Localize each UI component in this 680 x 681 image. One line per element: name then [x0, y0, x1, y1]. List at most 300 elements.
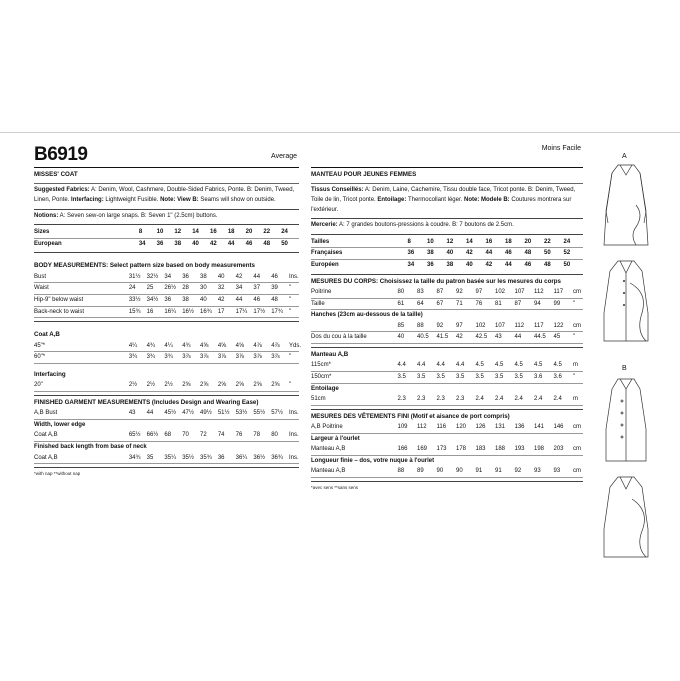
- table-cell: 71: [456, 300, 463, 307]
- table-cell: 3.6: [553, 373, 562, 380]
- table-cell: 22: [263, 229, 271, 236]
- row-label: 60"*: [34, 354, 46, 361]
- table-cell: 35½: [182, 454, 194, 461]
- row-label: Sizes: [34, 229, 50, 236]
- row-cells: [129, 352, 299, 363]
- row-cells: [398, 444, 584, 455]
- table-cell: 97: [475, 288, 483, 295]
- table-row: [311, 260, 583, 271]
- table-cell: 92: [514, 468, 522, 475]
- table-cell: 2⅝: [271, 382, 280, 389]
- notions-text: A: Seven sew-on large snaps. B: Seven 1" (2.5cm) buttons.: [59, 212, 218, 219]
- table-cell: 31½: [128, 273, 141, 280]
- row-label: Taille: [311, 300, 325, 307]
- table-cell: 18: [505, 238, 512, 245]
- unit-cell: ": [289, 296, 292, 303]
- table-cell: 2.4: [495, 395, 504, 402]
- table-cell: 17½: [253, 308, 266, 315]
- table-cell: 2.3: [417, 395, 426, 402]
- row-cells: [129, 283, 299, 294]
- table-cell: 45½: [164, 410, 177, 417]
- table-cell: 52: [563, 250, 571, 257]
- table-cell: 72: [200, 432, 207, 439]
- table-cell: 50: [281, 240, 288, 247]
- row-label: Hanches (23cm au-dessous de la taille): [311, 312, 423, 319]
- unit-cell: Ins.: [289, 454, 299, 461]
- row-cells: [129, 272, 299, 283]
- table-row: [311, 444, 583, 456]
- row-group-label: Manteau A,B: [311, 350, 349, 358]
- table-cell: 39: [271, 285, 278, 292]
- unit-cell: Ins.: [289, 410, 299, 417]
- unit-cell: Ins.: [289, 432, 299, 439]
- table-cell: 36: [217, 454, 225, 461]
- table-cell: 8: [138, 229, 143, 236]
- table-cell: 40: [192, 240, 199, 247]
- table-cell: 33½: [128, 296, 141, 303]
- table-cell: 83: [417, 288, 424, 295]
- table-row: [34, 227, 299, 239]
- table-cell: 112: [417, 423, 427, 430]
- table-cell: 97: [456, 322, 463, 329]
- finished-measurements-table: [34, 396, 299, 468]
- table-cell: 36: [164, 296, 172, 303]
- row-cells: [129, 453, 299, 464]
- table-row: [34, 341, 302, 353]
- table-cell: 68: [164, 432, 172, 439]
- table-cell: 44: [227, 240, 235, 247]
- table-cell: 3⅞: [235, 354, 244, 361]
- table-row: [311, 321, 583, 333]
- table-cell: 49½: [200, 410, 212, 417]
- table-cell: 87: [514, 300, 522, 307]
- row-label: Waist: [34, 285, 49, 292]
- table-cell: 38: [200, 273, 207, 280]
- table-cell: 4.5: [495, 362, 504, 369]
- table-cell: 78: [253, 432, 261, 439]
- row-cells: [408, 260, 584, 271]
- row-group-label: Coat A,B: [34, 331, 60, 339]
- table-cell: 2½: [146, 382, 155, 389]
- footnote: *avec sens **sans sens: [311, 484, 359, 490]
- table-row: [34, 420, 299, 431]
- finished-measurements-table: [311, 410, 583, 482]
- table-cell: 4¼: [128, 342, 138, 349]
- row-label: A,B Bust: [34, 410, 58, 417]
- table-cell: 2⅝: [200, 382, 209, 389]
- table-cell: 45: [553, 334, 561, 341]
- table-cell: 120: [456, 423, 467, 430]
- table-cell: 116: [436, 423, 447, 430]
- row-label: 45"*: [34, 342, 46, 349]
- table-cell: 93: [534, 468, 541, 475]
- interfacing-label: Entoilage:: [377, 197, 407, 203]
- table-cell: 4.5: [514, 362, 523, 369]
- row-cells: [398, 299, 584, 310]
- table-cell: 112: [534, 288, 544, 295]
- table-cell: 12: [446, 238, 454, 245]
- table-cell: 16: [146, 308, 154, 315]
- fabrics-label: Tissus Conseillés:: [311, 187, 364, 194]
- coat-sketch-view-b-front: [604, 477, 648, 557]
- table-cell: 46: [245, 240, 253, 247]
- table-cell: 17¼: [235, 308, 248, 315]
- table-cell: 34¾: [128, 454, 141, 461]
- table-cell: 2.4: [553, 395, 562, 402]
- table-cell: 2½: [128, 382, 138, 389]
- table-cell: 34: [138, 240, 146, 247]
- table-row: [311, 237, 583, 249]
- table-cell: 4⅝: [217, 342, 227, 349]
- row-label: European: [34, 240, 62, 247]
- row-label: Poitrine: [311, 288, 332, 295]
- table-row: [311, 434, 583, 445]
- row-cells: [408, 237, 584, 248]
- table-cell: 81: [495, 300, 502, 307]
- table-cell: 2.4: [534, 395, 543, 402]
- table-cell: 36¾: [271, 454, 283, 461]
- notions-text: A: 7 grandes boutons-pressions à coudre. B: 7 boutons de 2.5cm.: [339, 222, 514, 229]
- table-cell: 4.4: [436, 362, 445, 369]
- table-cell: 38: [446, 261, 454, 268]
- table-cell: 2.4: [514, 395, 523, 402]
- unit-cell: cm: [573, 322, 581, 329]
- row-cells: [398, 466, 584, 477]
- table-cell: 16¾: [200, 308, 212, 315]
- table-cell: 12: [174, 229, 182, 236]
- note-text: Seams will show on outside.: [200, 197, 276, 203]
- row-label: 115cm*: [311, 362, 331, 369]
- table-cell: 34½: [146, 296, 159, 303]
- table-cell: 44: [146, 410, 154, 417]
- table-cell: 38: [427, 250, 434, 257]
- table-row: [34, 272, 299, 284]
- table-cell: 43: [495, 334, 502, 341]
- garment-title: MANTEAU POUR JEUNES FEMMES: [311, 171, 417, 178]
- table-cell: 53½: [235, 410, 248, 417]
- row-cells: [139, 239, 299, 250]
- table-row: [34, 239, 299, 250]
- row-cells: [408, 248, 584, 259]
- table-cell: 48: [544, 261, 551, 268]
- table-cell: 38: [174, 240, 182, 247]
- sizes-table: [311, 235, 583, 275]
- table-cell: 42: [466, 250, 473, 257]
- unit-cell: ": [573, 373, 576, 380]
- table-cell: 35¼: [164, 454, 177, 461]
- table-cell: 40: [466, 261, 473, 268]
- table-cell: 50: [544, 250, 551, 257]
- section-heading: BODY MEASUREMENTS: Select pattern size based on body measurements: [34, 262, 255, 270]
- table-cell: 18: [227, 229, 235, 236]
- row-label: Bust: [34, 273, 47, 280]
- section-heading: MESURES DES VÊTEMENTS FINI (Motif et aisance de port compris): [311, 412, 510, 420]
- table-cell: 2½: [164, 382, 173, 389]
- table-cell: 44: [505, 261, 512, 268]
- table-cell: 107: [495, 322, 506, 329]
- table-cell: 16½: [182, 308, 194, 315]
- section-heading: MESURES DU CORPS: Choisissez la taille du patron basée sur les mesures du corps: [311, 277, 561, 285]
- table-cell: 42: [235, 273, 243, 280]
- table-cell: 198: [534, 446, 545, 453]
- table-row: [34, 408, 299, 420]
- table-cell: 24: [563, 238, 571, 245]
- unit-cell: ": [289, 285, 292, 292]
- table-cell: 4.5: [475, 362, 484, 369]
- table-cell: 90: [456, 468, 463, 475]
- table-cell: 3⅞: [217, 354, 227, 361]
- table-row: [34, 352, 299, 364]
- table-cell: 89: [417, 468, 424, 475]
- table-cell: 102: [495, 288, 506, 295]
- unit-cell: cm: [573, 288, 581, 295]
- table-cell: 173: [436, 446, 447, 453]
- unit-cell: cm: [573, 446, 581, 453]
- table-cell: 2⅝: [235, 382, 244, 389]
- table-cell: 4¾: [146, 342, 155, 349]
- row-label: Back-neck to waist: [34, 308, 85, 315]
- table-cell: 2⅝: [182, 382, 191, 389]
- table-cell: 16: [485, 238, 493, 245]
- table-cell: 34: [407, 261, 415, 268]
- table-cell: 36: [156, 240, 164, 247]
- note-text: Coutures montrera sur l'extérieur.: [311, 197, 572, 213]
- unit-cell: cm: [573, 423, 581, 430]
- table-cell: 91: [495, 468, 502, 475]
- table-cell: 91: [475, 468, 483, 475]
- row-label: Coat A,B: [34, 432, 58, 439]
- table-cell: 14: [466, 238, 473, 245]
- table-cell: 42.5: [475, 334, 488, 341]
- row-cells: [129, 307, 299, 318]
- table-cell: 76: [475, 300, 483, 307]
- table-cell: 92: [456, 288, 463, 295]
- pattern-code: B6919: [34, 144, 88, 165]
- table-cell: 3.6: [534, 373, 543, 380]
- table-cell: 126: [475, 423, 486, 430]
- table-cell: 2.4: [475, 395, 484, 402]
- row-label: Françaises: [311, 250, 343, 257]
- note-label: Note: View B:: [160, 197, 199, 203]
- row-label: Largeur à l'ourlet: [311, 435, 360, 442]
- table-cell: 188: [495, 446, 506, 453]
- row-label: Finished back length from base of neck: [34, 443, 147, 450]
- table-cell: 28: [182, 285, 189, 292]
- row-cells: [398, 372, 584, 383]
- table-row: [34, 430, 299, 442]
- row-label: Longueur finie – dos, votre nuque à l'ourlet: [311, 457, 435, 464]
- row-label: Coat A,B: [34, 454, 58, 461]
- table-cell: 3.5: [495, 373, 504, 380]
- table-cell: 43: [128, 410, 136, 417]
- table-cell: 3.5: [514, 373, 523, 380]
- row-label: Dos du cou à la taille: [311, 334, 367, 341]
- table-row: [311, 310, 583, 321]
- table-cell: 40: [397, 334, 405, 341]
- table-cell: 24: [281, 229, 288, 236]
- table-cell: 88: [397, 468, 405, 475]
- fabrics-paragraph: [34, 184, 299, 209]
- table-cell: 42: [217, 296, 225, 303]
- table-cell: 3¾: [164, 354, 173, 361]
- unit-cell: Yds.: [289, 342, 302, 349]
- unit-cell: ": [573, 300, 576, 307]
- table-row: [34, 307, 299, 319]
- garment-illustrations: [596, 153, 656, 563]
- interfacing-text: Thermocollant léger.: [407, 197, 463, 203]
- french-column: [311, 145, 583, 490]
- row-cells: [398, 287, 584, 298]
- row-label: Manteau A,B: [311, 446, 346, 453]
- table-cell: 20: [524, 238, 532, 245]
- table-cell: 4.4: [417, 362, 426, 369]
- table-cell: 36: [182, 273, 189, 280]
- table-cell: 166: [397, 446, 408, 453]
- table-cell: 183: [475, 446, 486, 453]
- table-cell: 93: [553, 468, 561, 475]
- view-b-label: B: [622, 365, 627, 372]
- table-cell: 17: [217, 308, 225, 315]
- row-cells: [139, 227, 299, 238]
- table-cell: 40: [200, 296, 207, 303]
- row-label: 150cm*: [311, 373, 332, 380]
- row-label: Width, lower edge: [34, 421, 86, 428]
- table-cell: 51½: [217, 410, 230, 417]
- row-cells: [398, 360, 584, 371]
- table-cell: 42: [456, 334, 463, 341]
- table-cell: 67: [436, 300, 444, 307]
- table-cell: 80: [397, 288, 405, 295]
- table-cell: 80: [271, 432, 278, 439]
- row-cells: [398, 332, 584, 343]
- table-cell: 2.3: [456, 395, 465, 402]
- table-cell: 107: [514, 288, 525, 295]
- table-cell: 141: [534, 423, 545, 430]
- table-cell: 131: [495, 423, 506, 430]
- row-cells: [129, 408, 299, 419]
- difficulty-level: Average: [271, 153, 297, 160]
- table-cell: 3¾: [128, 354, 138, 361]
- coat-sketch-view-b-back: [606, 379, 646, 461]
- table-cell: 17¾: [271, 308, 283, 315]
- row-cells: [398, 422, 584, 433]
- interfacing-text: Lightweight Fusible.: [105, 197, 159, 203]
- table-row: [34, 442, 299, 453]
- table-cell: 34: [164, 273, 172, 280]
- unit-cell: cm: [573, 468, 581, 475]
- table-row: [34, 283, 299, 295]
- english-header: [34, 145, 299, 168]
- table-cell: 16: [210, 229, 217, 236]
- row-cells: [398, 394, 584, 405]
- table-cell: 2⅝: [253, 382, 262, 389]
- table-cell: 46: [505, 250, 512, 257]
- table-cell: 46: [253, 296, 261, 303]
- unit-cell: ": [573, 334, 576, 341]
- row-cells: [398, 321, 584, 332]
- row-label: 51cm: [311, 395, 326, 402]
- table-row: [311, 248, 583, 260]
- table-cell: 102: [475, 322, 486, 329]
- table-cell: 193: [514, 446, 525, 453]
- fabrics-text: A: Denim, Wool, Cashmere, Double-Sided Fabrics, Ponte. B: Denim, Tweed, Linen, Ponte.: [34, 187, 295, 203]
- english-column: [34, 144, 302, 477]
- table-cell: 44: [235, 296, 243, 303]
- table-cell: 36: [427, 261, 434, 268]
- table-cell: 46: [271, 273, 278, 280]
- table-cell: 4⅞: [253, 342, 262, 349]
- table-cell: 10: [427, 238, 434, 245]
- table-row: [311, 299, 583, 311]
- table-cell: 3.5: [417, 373, 426, 380]
- unit-cell: ": [289, 354, 292, 361]
- table-cell: 74: [217, 432, 225, 439]
- table-cell: 94: [534, 300, 541, 307]
- table-cell: 44: [253, 273, 261, 280]
- table-cell: 112: [514, 322, 525, 329]
- table-cell: 34: [235, 285, 243, 292]
- table-cell: 40: [217, 273, 225, 280]
- table-cell: 87: [436, 288, 444, 295]
- table-cell: 64: [417, 300, 424, 307]
- row-group-label: Entoilage: [311, 384, 339, 392]
- row-label: A,B Poitrine: [311, 423, 343, 430]
- table-cell: 32: [217, 285, 225, 292]
- row-label: 20": [34, 382, 43, 389]
- table-cell: 3⅞: [253, 354, 262, 361]
- table-cell: 20: [245, 229, 253, 236]
- table-row: [311, 332, 583, 344]
- table-cell: 117: [553, 288, 564, 295]
- table-cell: 57½: [271, 410, 283, 417]
- table-cell: 4.4: [397, 362, 406, 369]
- table-cell: 37: [253, 285, 261, 292]
- body-measurements-table: [311, 275, 583, 348]
- table-cell: 4⅞: [271, 342, 280, 349]
- table-cell: 14: [192, 229, 199, 236]
- yardage-table: [34, 328, 302, 396]
- fabrics-label: Suggested Fabrics:: [34, 187, 90, 194]
- coat-sketch-view-a-front: [604, 261, 648, 341]
- table-cell: 117: [534, 322, 544, 329]
- table-row: [34, 295, 299, 307]
- fabrics-paragraph: [311, 184, 583, 219]
- row-label: Manteau A,B: [311, 468, 346, 475]
- notions-label: Notions:: [34, 212, 59, 219]
- table-cell: 4¾: [182, 342, 191, 349]
- table-cell: 92: [436, 322, 444, 329]
- table-cell: 48: [271, 296, 278, 303]
- notions-paragraph: [311, 219, 583, 235]
- interfacing-label: Interfacing:: [71, 197, 104, 203]
- table-cell: 22: [544, 238, 551, 245]
- notions-label: Mercerie:: [311, 222, 338, 229]
- row-cells: [129, 430, 299, 441]
- table-cell: 109: [397, 423, 408, 430]
- table-cell: 3¾: [146, 354, 155, 361]
- table-cell: 25: [146, 285, 154, 292]
- table-cell: 3⅞: [200, 354, 209, 361]
- unit-cell: m: [573, 362, 578, 369]
- table-cell: 38: [182, 296, 189, 303]
- table-cell: 169: [417, 446, 428, 453]
- table-cell: 70: [182, 432, 189, 439]
- table-cell: 41.5: [436, 334, 449, 341]
- table-cell: 36: [407, 250, 415, 257]
- table-cell: 65½: [128, 432, 141, 439]
- table-cell: 66½: [146, 432, 159, 439]
- coat-sketches: [596, 153, 656, 563]
